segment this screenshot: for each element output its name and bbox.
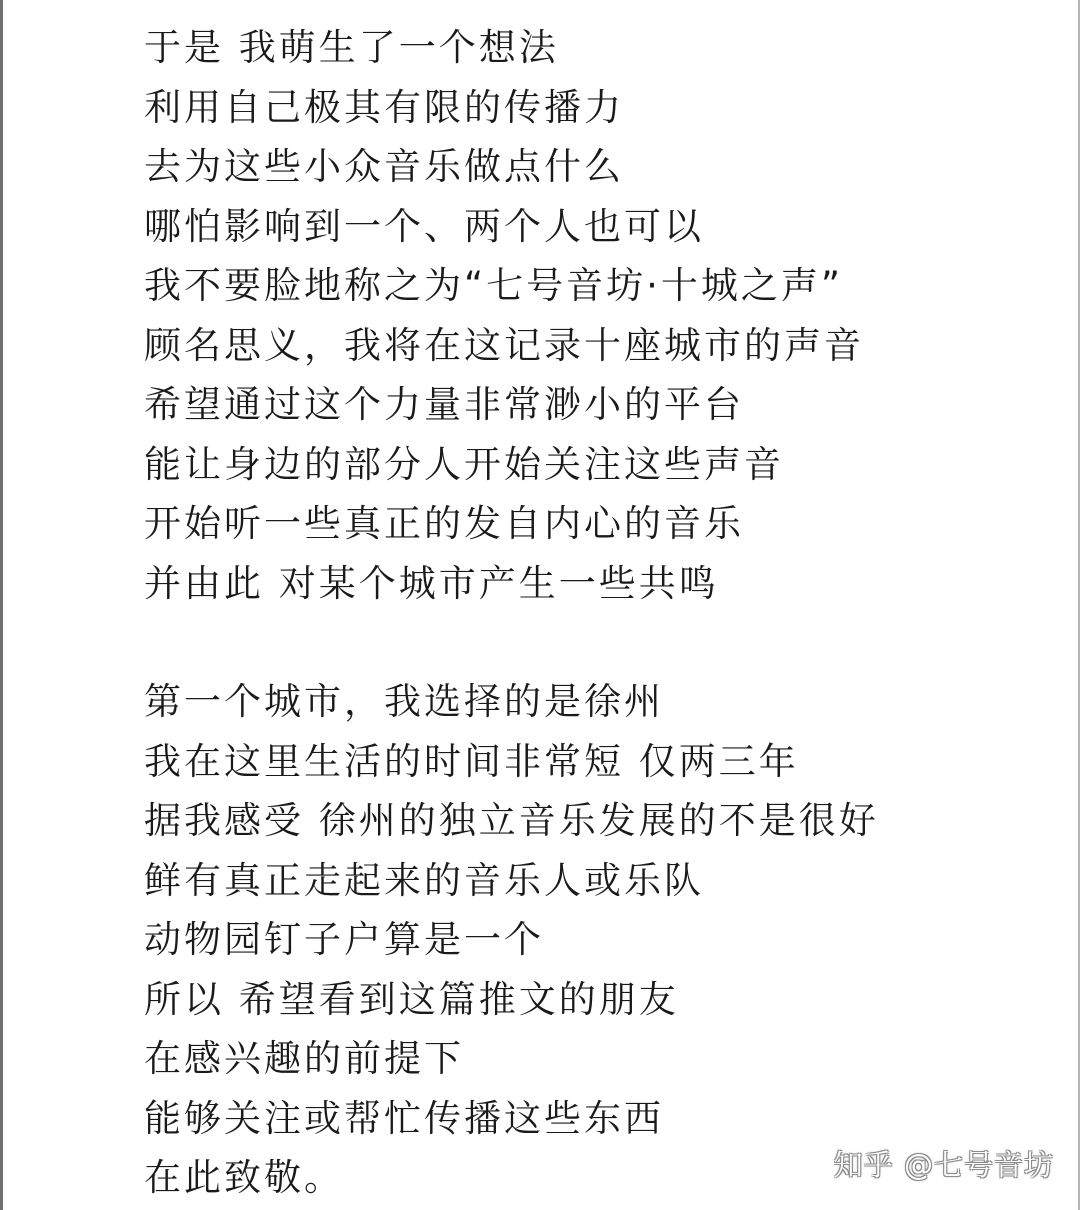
text-line: 开始听一些真正的发自内心的音乐 [144, 502, 744, 545]
stanza-gap [144, 613, 1044, 672]
text-line: 利用自己极其有限的传播力 [144, 85, 624, 129]
text-line: 于是 我萌生了一个想法 [144, 26, 559, 69]
text-line: 能够关注或帮忙传播这些东西 [144, 1096, 664, 1140]
text-line: 所以 希望看到这篇推文的朋友 [144, 977, 679, 1021]
text-line: 我在这里生活的时间非常短 仅两三年 [144, 739, 799, 783]
text-line: 哪怕影响到一个、两个人也可以 [144, 204, 704, 248]
zhihu-watermark: 知乎 @七号音坊 [833, 1148, 1054, 1182]
text-line: 第一个城市，我选择的是徐州 [144, 680, 664, 723]
stanza-1 [144, 18, 1044, 613]
text-line: 动物园钉子户算是一个 [144, 918, 544, 961]
text-line: 据我感受 徐州的独立音乐发展的不是很好 [144, 799, 879, 842]
text-line: 在此致敬。 [144, 1156, 344, 1199]
text-line: 鲜有真正走起来的音乐人或乐队 [144, 858, 704, 902]
left-border-line [0, 0, 3, 1210]
text-line: 去为这些小众音乐做点什么 [144, 145, 624, 188]
stanza-2 [144, 672, 1044, 1208]
text-line: 我不要脸地称之为“七号音坊·十城之声” [144, 264, 844, 307]
text-line: 并由此 对某个城市产生一些共鸣 [144, 561, 719, 605]
text-line: 在感兴趣的前提下 [144, 1037, 464, 1080]
text-line: 能让身边的部分人开始关注这些声音 [144, 442, 784, 486]
text-line: 顾名思义，我将在这记录十座城市的声音 [144, 323, 864, 367]
text-body [144, 18, 1044, 1208]
text-line: 希望通过这个力量非常渺小的平台 [144, 383, 744, 426]
